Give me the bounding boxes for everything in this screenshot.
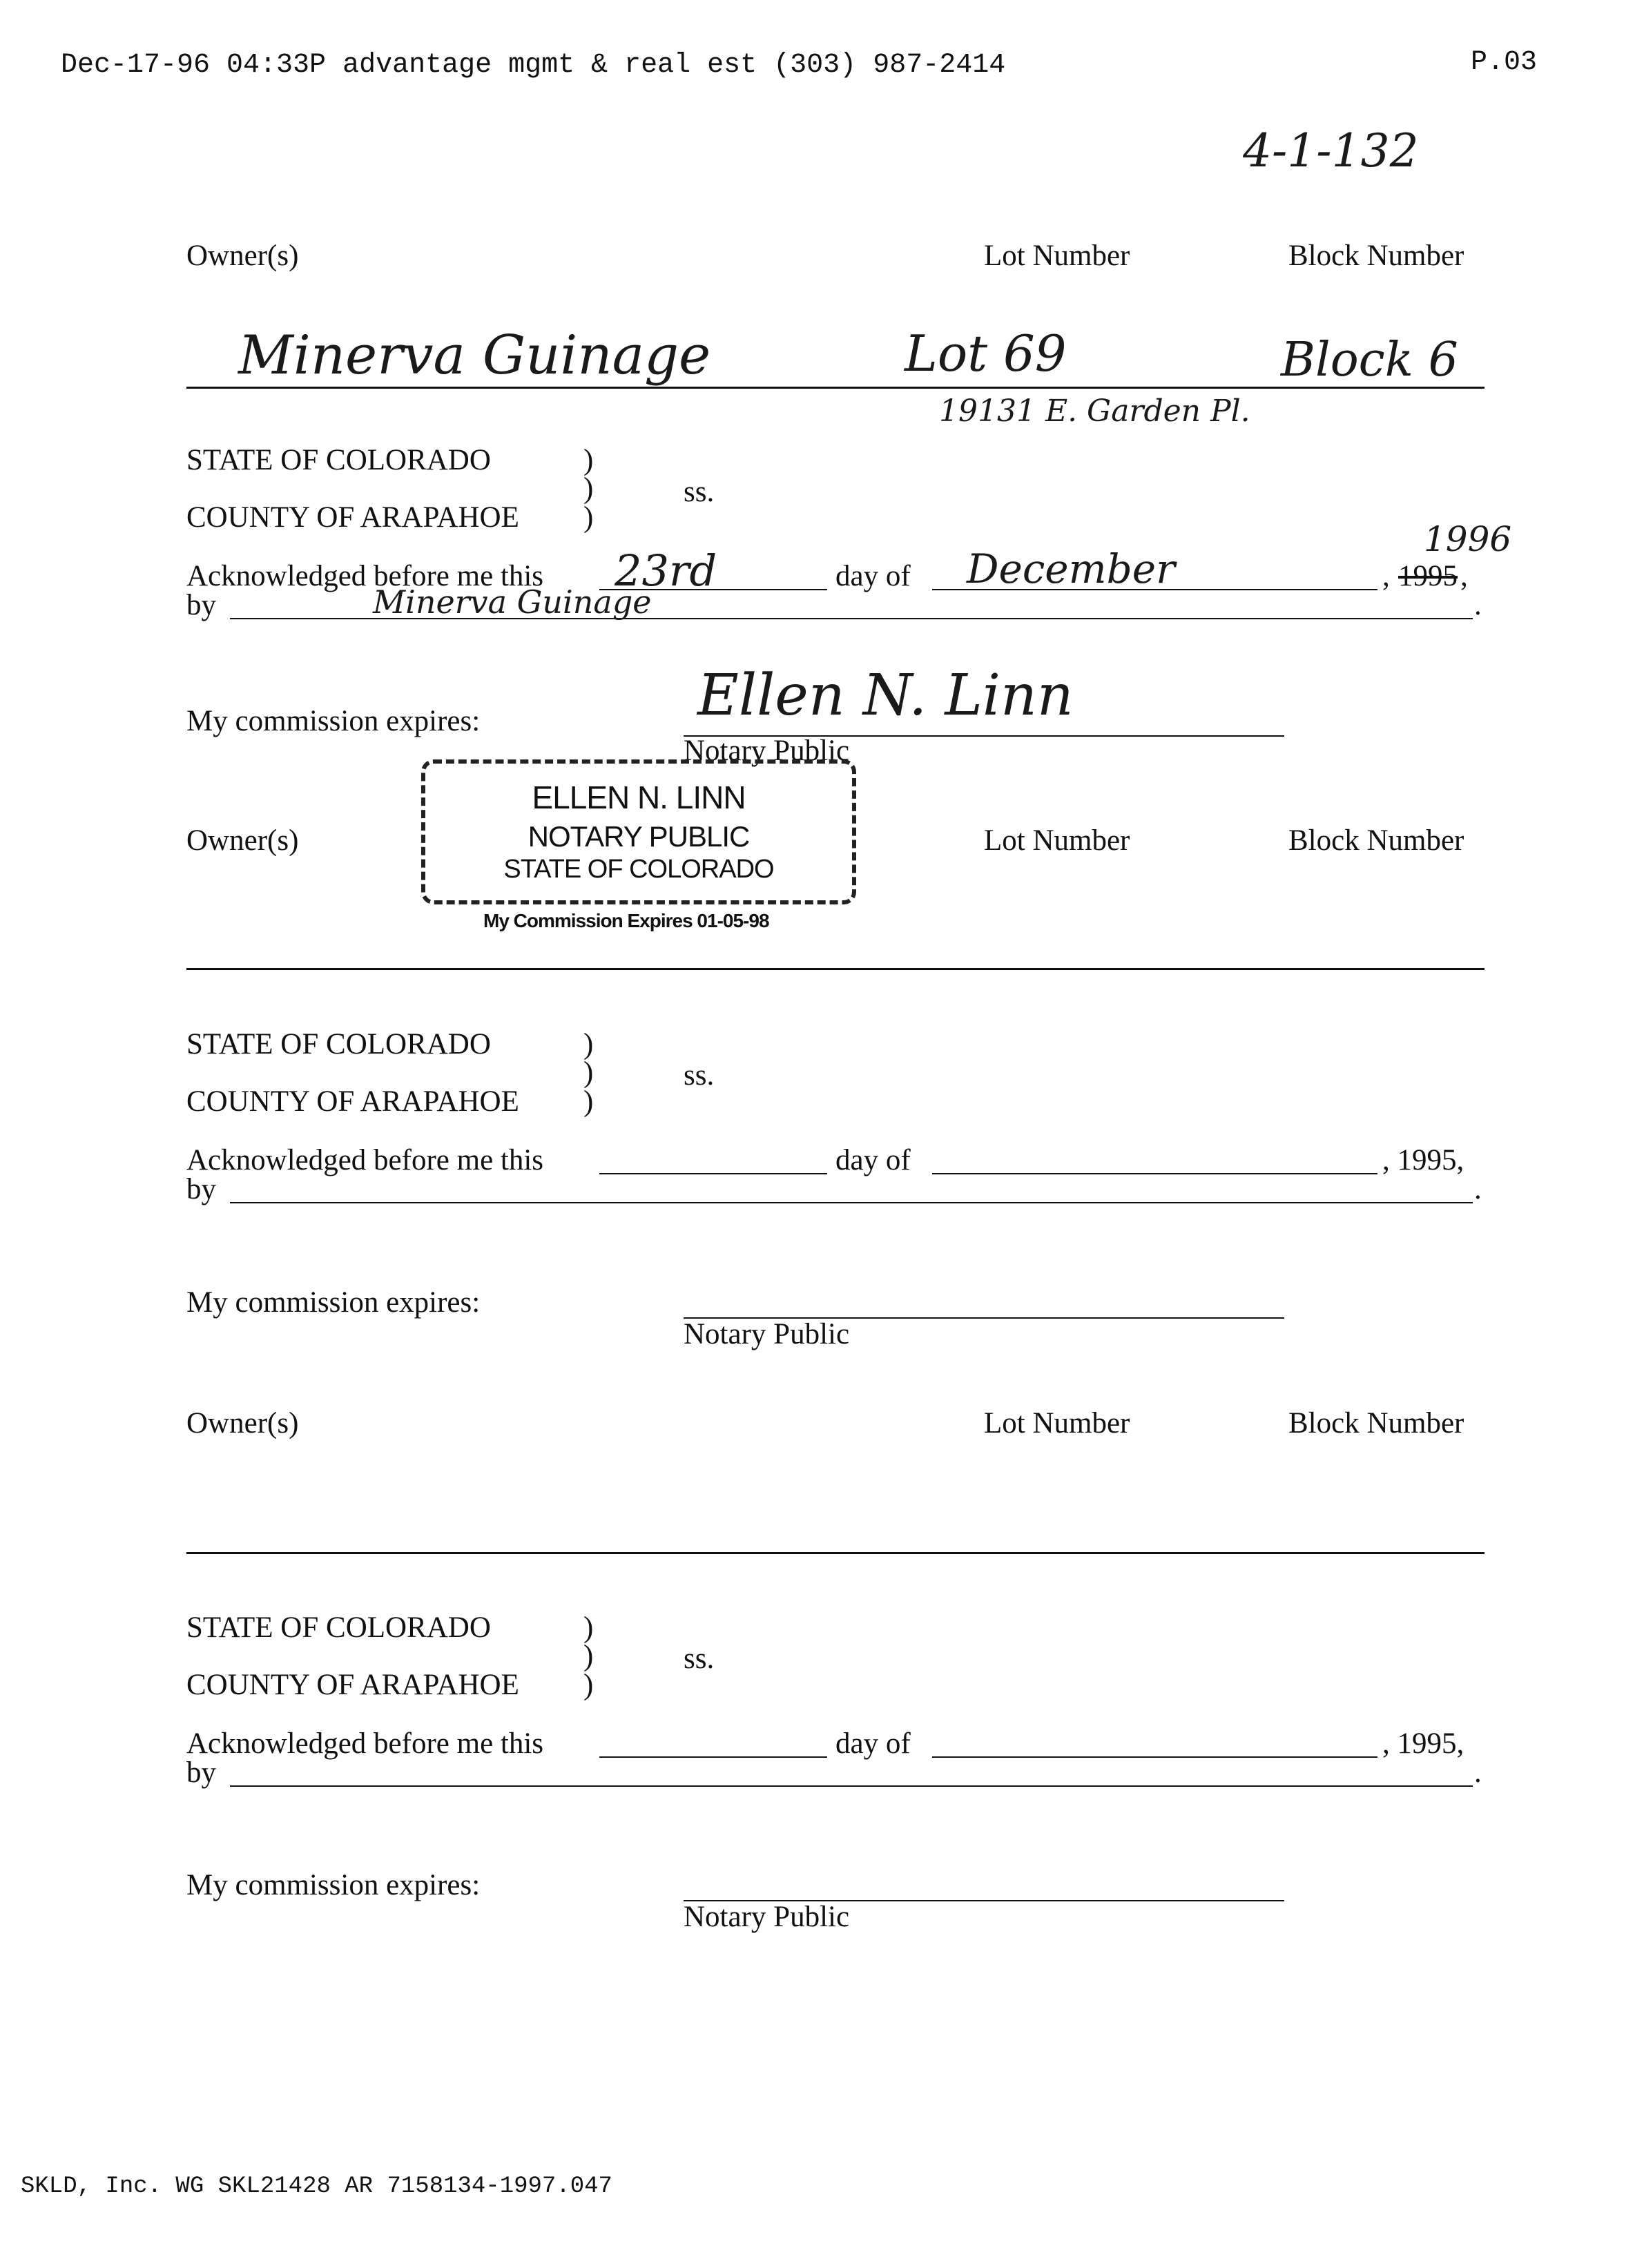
notary-signature: Ellen N. Linn (697, 663, 1074, 728)
stamp-state: STATE OF COLORADO (503, 855, 774, 884)
lot-number-label: Lot Number (984, 240, 1130, 272)
ss-label: ss. (684, 476, 715, 508)
year-label: , 1995, (1382, 1144, 1464, 1176)
day-of-label: day of (835, 1727, 911, 1760)
owner-line (186, 1552, 1485, 1554)
document-reference: 4-1-132 (1243, 124, 1419, 177)
fax-header: Dec-17-96 04:33P advantage mgmt & real est (303) 987-2414 (61, 50, 1006, 81)
county-label: COUNTY OF ARAPAHOE (186, 501, 519, 534)
owners-label: Owner(s) (186, 824, 299, 857)
paren-2: ) (583, 472, 594, 505)
by-line (230, 1785, 1473, 1787)
owner-name-handwritten: Minerva Guinage (238, 324, 711, 387)
year-label: , 1995, (1382, 1727, 1464, 1760)
by-period: . (1474, 589, 1482, 621)
by-period: . (1474, 1756, 1482, 1789)
address-handwritten: 19131 E. Garden Pl. (939, 394, 1250, 429)
day-line (599, 1756, 827, 1758)
by-label: by (186, 589, 216, 621)
paren-3: ) (583, 1669, 594, 1701)
county-label: COUNTY OF ARAPAHOE (186, 1085, 519, 1118)
state-label: STATE OF COLORADO (186, 1028, 491, 1060)
paren-3: ) (583, 501, 594, 534)
by-line (230, 1202, 1473, 1203)
day-of-label: day of (835, 1144, 911, 1176)
acknowledged-label: Acknowledged before me this (186, 1727, 544, 1760)
year-trailing-comma: , (1460, 560, 1468, 592)
paren-1: ) (583, 1611, 594, 1644)
day-of-label: day of (835, 560, 911, 592)
lot-number-label: Lot Number (984, 824, 1130, 857)
county-label: COUNTY OF ARAPAHOE (186, 1669, 519, 1701)
owners-label: Owner(s) (186, 1407, 299, 1440)
block-handwritten: Block 6 (1281, 333, 1458, 387)
notary-public-label: Notary Public (684, 735, 850, 767)
year-handwritten: 1996 (1424, 519, 1512, 559)
footer-reference: SKLD, Inc. WG SKL21428 AR 7158134-1997.047 (21, 2173, 612, 2200)
month-handwritten: December (967, 545, 1175, 592)
commission-label: My commission expires: (186, 1869, 481, 1901)
day-handwritten: 23rd (615, 545, 717, 596)
state-label: STATE OF COLORADO (186, 444, 491, 476)
block-number-label: Block Number (1288, 240, 1464, 272)
owners-label: Owner(s) (186, 240, 299, 272)
owner-line (186, 387, 1485, 389)
stamp-name: ELLEN N. LINN (532, 779, 746, 815)
ss-label: ss. (684, 1059, 715, 1092)
commission-label: My commission expires: (186, 705, 481, 737)
block-number-label: Block Number (1288, 824, 1464, 857)
month-line (932, 1756, 1377, 1758)
paren-3: ) (583, 1085, 594, 1118)
lot-number-label: Lot Number (984, 1407, 1130, 1440)
month-line (932, 1173, 1377, 1174)
notary-stamp (421, 759, 856, 904)
commission-label: My commission expires: (186, 1286, 481, 1319)
block-number-label: Block Number (1288, 1407, 1464, 1440)
paren-2: ) (583, 1640, 594, 1672)
stamp-expiration: My Commission Expires 01-05-98 (483, 910, 769, 931)
by-label: by (186, 1756, 216, 1789)
year-struck: 1995 (1398, 560, 1458, 592)
fax-page-number: P.03 (1471, 47, 1538, 78)
paren-1: ) (583, 1028, 594, 1060)
by-label: by (186, 1173, 216, 1205)
acknowledged-label: Acknowledged before me this (186, 560, 544, 592)
paren-1: ) (583, 444, 594, 476)
lot-handwritten: Lot 69 (905, 324, 1067, 382)
notary-public-label: Notary Public (684, 1901, 850, 1933)
by-handwritten: Minerva Guinage (373, 583, 652, 621)
stamp-title: NOTARY PUBLIC (528, 820, 750, 853)
owner-line (186, 968, 1485, 970)
acknowledged-label: Acknowledged before me this (186, 1144, 544, 1176)
paren-2: ) (583, 1056, 594, 1089)
day-line (599, 1173, 827, 1174)
ss-label: ss. (684, 1642, 715, 1675)
by-period: . (1474, 1173, 1482, 1205)
state-label: STATE OF COLORADO (186, 1611, 491, 1644)
notary-public-label: Notary Public (684, 1318, 850, 1350)
year-comma: , (1382, 560, 1390, 592)
